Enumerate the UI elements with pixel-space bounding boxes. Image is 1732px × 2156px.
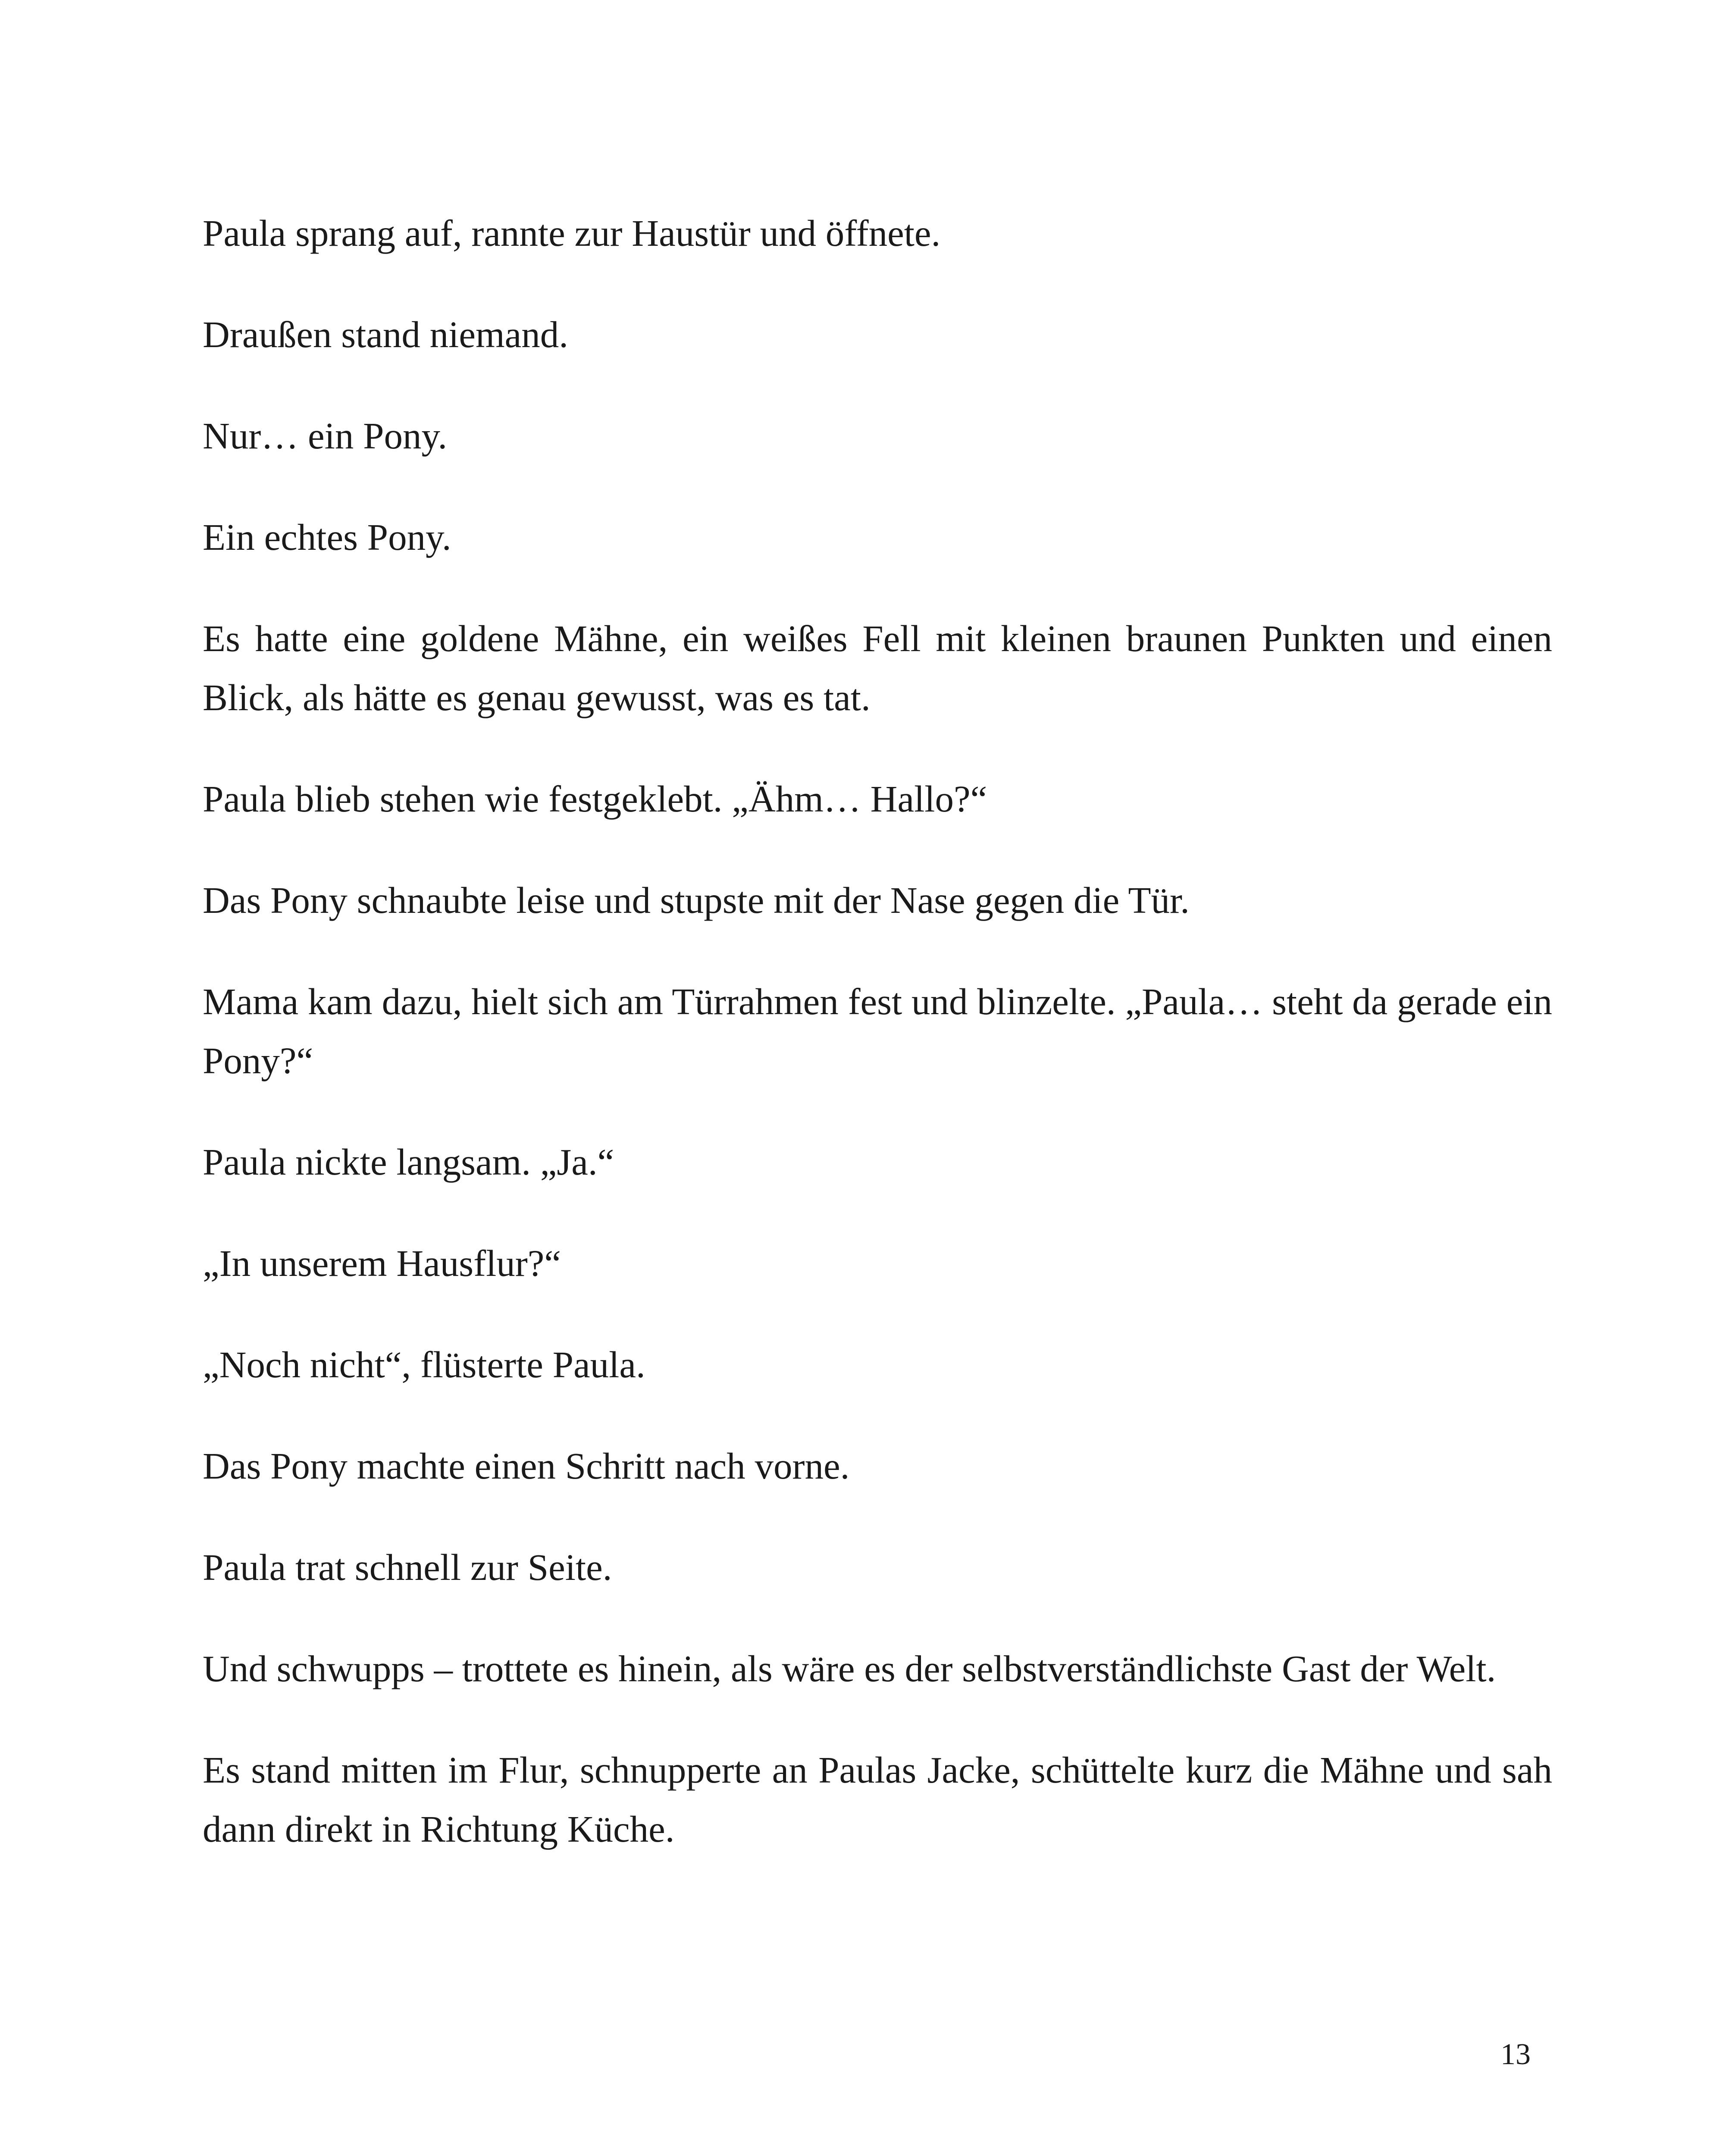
paragraph: Ein echtes Pony. [203,516,451,558]
paragraph: Das Pony machte einen Schritt nach vorne. [203,1445,850,1487]
paragraph: Es hatte eine goldene Mähne, ein weißes Fell mit kleinen braunen Punkten und einen Blick, als hätte es genau gewusst, was es tat. [203,617,1552,718]
paragraph: Es stand mitten im Flur, schnupperte an Paulas Jacke, schüttelte kurz die Mähne und sah dann direkt in Richtung Küche. [203,1749,1552,1850]
paragraph: „Noch nicht“, flüsterte Paula. [203,1344,645,1385]
story-text [203,204,1552,1901]
paragraph: Paula trat schnell zur Seite. [203,1546,612,1588]
paragraph: Paula sprang auf, rannte zur Haustür und öffnete. [203,212,941,254]
paragraph: Und schwupps – trottete es hinein, als wäre es der selbstverständlichste Gast der Welt. [203,1648,1496,1689]
paragraph: Mama kam dazu, hielt sich am Türrahmen fest und blinzelte. „Paula… steht da gerade ein Pony?“ [203,981,1552,1081]
paragraph: „In unserem Hausflur?“ [203,1242,561,1284]
page-number: 13 [1500,2038,1531,2071]
paragraph: Nur… ein Pony. [203,415,448,457]
paragraph: Paula blieb stehen wie festgeklebt. „Ähm… Hallo?“ [203,778,987,820]
paragraph: Paula nickte langsam. „Ja.“ [203,1141,614,1183]
paragraph: Draußen stand niemand. [203,313,568,355]
paragraph: Das Pony schnaubte leise und stupste mit der Nase gegen die Tür. [203,879,1190,921]
